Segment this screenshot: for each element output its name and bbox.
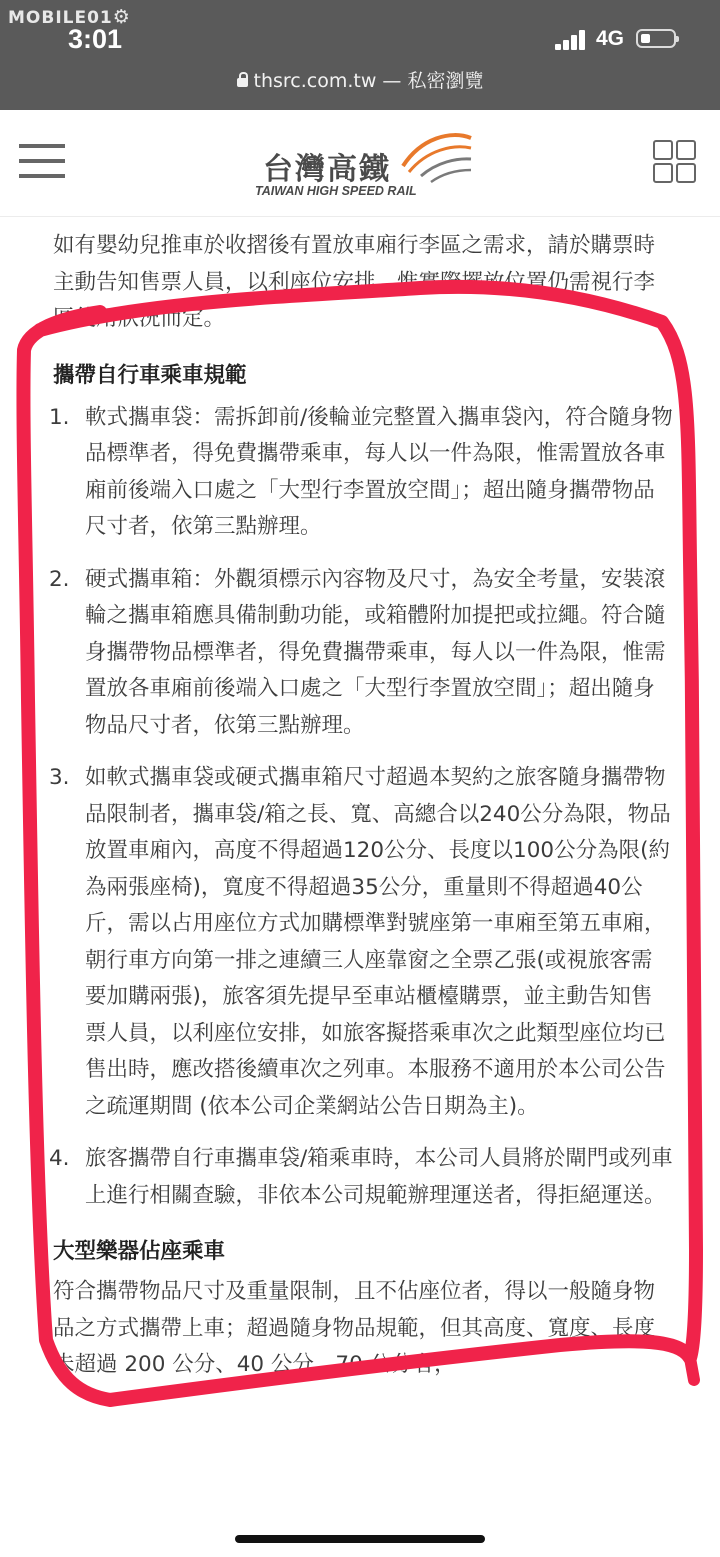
bike-rules-list xyxy=(49,400,673,1215)
list-number: 2. xyxy=(49,566,70,592)
watermark-gear-icon: ⚙ xyxy=(112,6,131,28)
browser-status-bar xyxy=(0,0,720,110)
watermark-text: MOBILE01 xyxy=(8,8,113,28)
instrument-section-heading: 大型樂器佔座乘車 xyxy=(53,1239,226,1264)
thsr-logo[interactable] xyxy=(253,128,473,206)
list-text: 旅客攜帶自行車攜車袋/箱乘車時，本公司人員將於閘門或列車上進行相關查驗，非依本公司規範辦理運送者，得拒絕運送。 xyxy=(85,1146,673,1208)
instrument-paragraph: 符合攜帶物品尺寸及重量限制，且不佔座位者，得以一般隨身物品之方式攜帶上車；超過隨身物品規範，但其高度、寬度、長度未超過 200 公分、40 公分、70 公分者， xyxy=(53,1279,656,1377)
list-number: 3. xyxy=(49,765,70,790)
list-number: 4. xyxy=(49,1146,70,1171)
page-content xyxy=(49,228,673,1384)
list-item xyxy=(49,562,673,745)
address-bar[interactable] xyxy=(0,66,720,93)
list-item xyxy=(49,400,673,546)
list-text: 如軟式攜車袋或硬式攜車箱尺寸超過本契約之旅客隨身攜帶物品限制者，攜車袋/箱之長、寬、高總合以240公分為限，物品放置車廂內，高度不得超過120公分、長度以100公分為限(約為兩張座椅)，寬度不得超過35公分，重量則不得超過40公斤，需以占用座位方式加購標準對號座第一車廂至第五車廂，朝行車方向第一排之連續三人座靠窗之全票乙張(或視旅客需要加購兩張)，旅客須先提早至車站櫃檯購票，並主動告知售票人員，以利座位安排，如旅客擬搭乘車次之此類型座位均已售出時，應改搭後續車次之列車。本服務不適用於本公司公告之疏運期間 (依本公司企業網站公告日期為主)。 xyxy=(85,765,671,1119)
home-indicator[interactable] xyxy=(235,1535,485,1543)
site-header xyxy=(0,110,720,217)
lock-icon xyxy=(237,78,248,87)
logo-chinese: 台灣高鐵 xyxy=(263,152,391,187)
clock: 3:01 xyxy=(68,24,123,54)
list-item xyxy=(49,1141,673,1214)
menu-icon[interactable] xyxy=(19,144,67,182)
list-text: 硬式攜車箱：外觀須標示內容物及尺寸，為安全考量，安裝滾輪之攜車箱應具備制動功能，或箱體附加提把或拉繩。符合隨身攜帶物品標準者，得免費攜帶乘車，每人以一件為限，惟需置放各車廂前後端入口處之「大型行李置放空間」；超出隨身物品尺寸者，依第三點辦理。 xyxy=(85,566,666,738)
bike-section-heading: 攜帶自行車乘車規範 xyxy=(53,362,247,388)
signal-icon xyxy=(555,30,589,50)
stroller-paragraph: 如有嬰幼兒推車於收摺後有置放車廂行李區之需求，請於購票時主動告知售票人員，以利座位安排，惟實際擺放位置仍需視行李區使用狀況而定。 xyxy=(53,233,656,331)
list-item xyxy=(49,760,673,1125)
network-type: 4G xyxy=(596,27,625,50)
logo-swoosh-icon xyxy=(401,128,473,188)
list-number: 1. xyxy=(49,404,70,430)
list-text: 軟式攜車袋：需拆卸前/後輪並完整置入攜車袋內，符合隨身物品標準者，得免費攜帶乘車，每人以一件為限，惟需置放各車廂前後端入口處之「大型行李置放空間」；超出隨身攜帶物品尺寸者，依第三點辦理。 xyxy=(85,404,673,539)
url-text[interactable]: thsrc.com.tw — 私密瀏覽 xyxy=(253,70,484,92)
battery-icon xyxy=(636,29,676,48)
grid-menu-icon[interactable] xyxy=(653,140,697,184)
logo-english: TAIWAN HIGH SPEED RAIL xyxy=(255,184,417,198)
